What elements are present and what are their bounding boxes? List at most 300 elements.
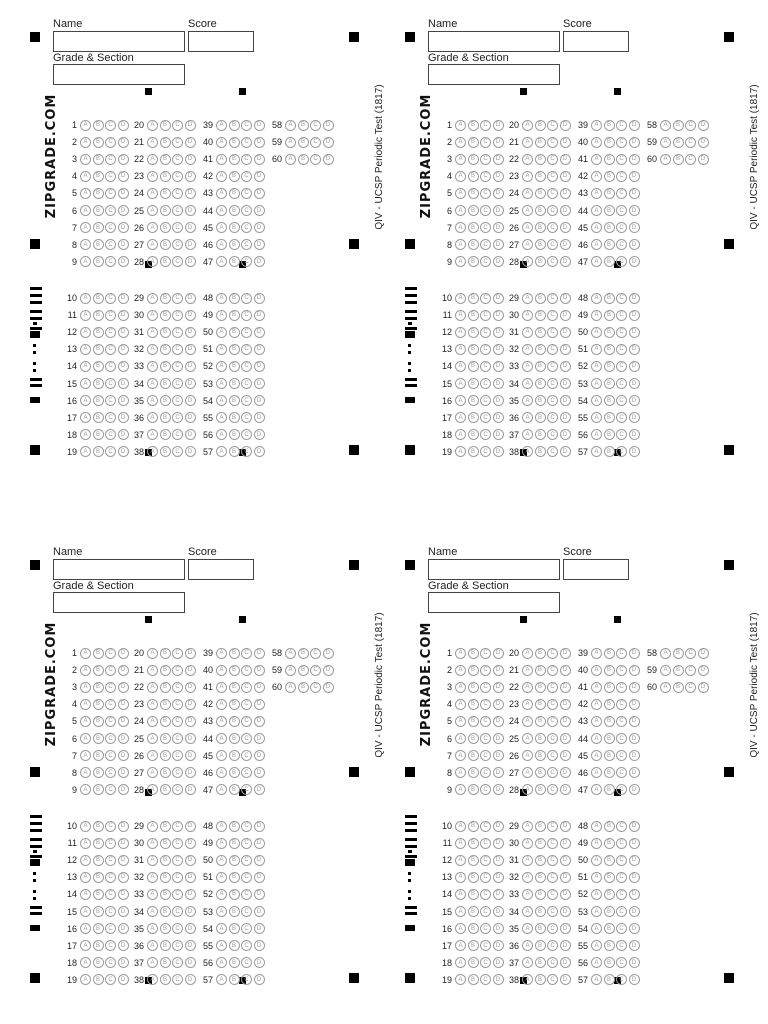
answer-bubble-b[interactable]: B <box>160 923 171 934</box>
answer-bubble-c[interactable]: C <box>172 429 183 440</box>
answer-bubble-b[interactable]: B <box>298 154 309 165</box>
answer-bubble-a[interactable]: A <box>80 429 91 440</box>
answer-bubble-b[interactable]: B <box>93 429 104 440</box>
answer-bubble-a[interactable]: A <box>591 957 602 968</box>
answer-bubble-c[interactable]: C <box>172 821 183 832</box>
answer-bubble-a[interactable]: A <box>591 327 602 338</box>
answer-bubble-d[interactable]: D <box>254 446 265 457</box>
grade-section-field[interactable] <box>428 592 560 613</box>
answer-bubble-d[interactable]: D <box>629 395 640 406</box>
answer-bubble-c[interactable]: C <box>241 293 252 304</box>
answer-bubble-b[interactable]: B <box>604 395 615 406</box>
answer-bubble-d[interactable]: D <box>493 665 504 676</box>
answer-bubble-a[interactable]: A <box>216 821 227 832</box>
answer-bubble-b[interactable]: B <box>468 699 479 710</box>
answer-bubble-c[interactable]: C <box>547 889 558 900</box>
answer-bubble-c[interactable]: C <box>480 239 491 250</box>
answer-bubble-c[interactable]: C <box>616 378 627 389</box>
answer-bubble-c[interactable]: C <box>480 940 491 951</box>
answer-bubble-b[interactable]: B <box>229 957 240 968</box>
answer-bubble-b[interactable]: B <box>535 327 546 338</box>
answer-bubble-a[interactable]: A <box>455 222 466 233</box>
answer-bubble-d[interactable]: D <box>560 361 571 372</box>
answer-bubble-d[interactable]: D <box>560 120 571 131</box>
answer-bubble-b[interactable]: B <box>535 137 546 148</box>
answer-bubble-a[interactable]: A <box>147 239 158 250</box>
answer-bubble-d[interactable]: D <box>254 412 265 423</box>
answer-bubble-b[interactable]: B <box>229 120 240 131</box>
answer-bubble-c[interactable]: C <box>616 239 627 250</box>
answer-bubble-c[interactable]: C <box>547 906 558 917</box>
answer-bubble-b[interactable]: B <box>535 429 546 440</box>
answer-bubble-c[interactable]: C <box>547 446 558 457</box>
answer-bubble-a[interactable]: A <box>660 137 671 148</box>
answer-bubble-a[interactable]: A <box>591 310 602 321</box>
answer-bubble-a[interactable]: A <box>80 378 91 389</box>
answer-bubble-c[interactable]: C <box>480 344 491 355</box>
answer-bubble-b[interactable]: B <box>160 429 171 440</box>
answer-bubble-d[interactable]: D <box>118 361 129 372</box>
answer-bubble-a[interactable]: A <box>591 750 602 761</box>
answer-bubble-c[interactable]: C <box>616 222 627 233</box>
answer-bubble-a[interactable]: A <box>522 154 533 165</box>
answer-bubble-b[interactable]: B <box>229 872 240 883</box>
answer-bubble-b[interactable]: B <box>535 957 546 968</box>
answer-bubble-d[interactable]: D <box>185 716 196 727</box>
answer-bubble-a[interactable]: A <box>522 361 533 372</box>
answer-bubble-c[interactable]: C <box>547 327 558 338</box>
answer-bubble-c[interactable]: C <box>105 855 116 866</box>
answer-bubble-c[interactable]: C <box>172 957 183 968</box>
answer-bubble-c[interactable]: C <box>547 154 558 165</box>
answer-bubble-a[interactable]: A <box>80 872 91 883</box>
answer-bubble-b[interactable]: B <box>468 889 479 900</box>
answer-bubble-c[interactable]: C <box>480 838 491 849</box>
answer-bubble-d[interactable]: D <box>629 154 640 165</box>
answer-bubble-d[interactable]: D <box>493 395 504 406</box>
answer-bubble-d[interactable]: D <box>629 361 640 372</box>
answer-bubble-c[interactable]: C <box>172 171 183 182</box>
answer-bubble-d[interactable]: D <box>493 648 504 659</box>
answer-bubble-d[interactable]: D <box>560 855 571 866</box>
answer-bubble-d[interactable]: D <box>254 957 265 968</box>
answer-bubble-b[interactable]: B <box>604 665 615 676</box>
answer-bubble-b[interactable]: B <box>229 154 240 165</box>
answer-bubble-a[interactable]: A <box>455 429 466 440</box>
answer-bubble-a[interactable]: A <box>455 855 466 866</box>
answer-bubble-a[interactable]: A <box>455 784 466 795</box>
answer-bubble-d[interactable]: D <box>185 889 196 900</box>
answer-bubble-d[interactable]: D <box>254 716 265 727</box>
answer-bubble-b[interactable]: B <box>93 378 104 389</box>
answer-bubble-c[interactable]: C <box>105 361 116 372</box>
answer-bubble-d[interactable]: D <box>185 293 196 304</box>
answer-bubble-c[interactable]: C <box>172 665 183 676</box>
answer-bubble-b[interactable]: B <box>468 171 479 182</box>
answer-bubble-a[interactable]: A <box>80 446 91 457</box>
name-field[interactable] <box>428 31 560 52</box>
answer-bubble-b[interactable]: B <box>160 821 171 832</box>
answer-bubble-a[interactable]: A <box>147 716 158 727</box>
answer-bubble-c[interactable]: C <box>547 821 558 832</box>
answer-bubble-c[interactable]: C <box>616 838 627 849</box>
answer-bubble-a[interactable]: A <box>522 171 533 182</box>
answer-bubble-c[interactable]: C <box>310 682 321 693</box>
answer-bubble-c[interactable]: C <box>105 750 116 761</box>
answer-bubble-b[interactable]: B <box>160 838 171 849</box>
answer-bubble-c[interactable]: C <box>105 412 116 423</box>
answer-bubble-c[interactable]: C <box>105 395 116 406</box>
answer-bubble-c[interactable]: C <box>105 648 116 659</box>
answer-bubble-c[interactable]: C <box>616 361 627 372</box>
answer-bubble-a[interactable]: A <box>455 205 466 216</box>
score-field[interactable] <box>563 31 629 52</box>
answer-bubble-d[interactable]: D <box>254 222 265 233</box>
answer-bubble-d[interactable]: D <box>118 906 129 917</box>
answer-bubble-a[interactable]: A <box>147 699 158 710</box>
answer-bubble-c[interactable]: C <box>172 940 183 951</box>
answer-bubble-d[interactable]: D <box>118 716 129 727</box>
answer-bubble-a[interactable]: A <box>147 327 158 338</box>
answer-bubble-a[interactable]: A <box>455 872 466 883</box>
answer-bubble-c[interactable]: C <box>547 716 558 727</box>
answer-bubble-c[interactable]: C <box>241 310 252 321</box>
answer-bubble-a[interactable]: A <box>147 446 158 457</box>
answer-bubble-c[interactable]: C <box>547 361 558 372</box>
answer-bubble-d[interactable]: D <box>118 171 129 182</box>
answer-bubble-a[interactable]: A <box>522 446 533 457</box>
answer-bubble-a[interactable]: A <box>80 838 91 849</box>
answer-bubble-d[interactable]: D <box>185 855 196 866</box>
answer-bubble-d[interactable]: D <box>185 310 196 321</box>
answer-bubble-a[interactable]: A <box>591 188 602 199</box>
answer-bubble-c[interactable]: C <box>616 137 627 148</box>
answer-bubble-a[interactable]: A <box>216 205 227 216</box>
answer-bubble-c[interactable]: C <box>172 154 183 165</box>
answer-bubble-a[interactable]: A <box>80 855 91 866</box>
answer-bubble-c[interactable]: C <box>480 957 491 968</box>
answer-bubble-d[interactable]: D <box>185 838 196 849</box>
answer-bubble-a[interactable]: A <box>80 395 91 406</box>
answer-bubble-d[interactable]: D <box>493 750 504 761</box>
answer-bubble-c[interactable]: C <box>547 750 558 761</box>
answer-bubble-b[interactable]: B <box>229 699 240 710</box>
answer-bubble-a[interactable]: A <box>522 256 533 267</box>
answer-bubble-d[interactable]: D <box>118 378 129 389</box>
answer-bubble-d[interactable]: D <box>254 648 265 659</box>
answer-bubble-c[interactable]: C <box>480 429 491 440</box>
answer-bubble-b[interactable]: B <box>604 446 615 457</box>
answer-bubble-a[interactable]: A <box>455 137 466 148</box>
answer-bubble-b[interactable]: B <box>468 327 479 338</box>
answer-bubble-a[interactable]: A <box>216 154 227 165</box>
answer-bubble-a[interactable]: A <box>591 889 602 900</box>
answer-bubble-b[interactable]: B <box>604 872 615 883</box>
answer-bubble-a[interactable]: A <box>147 889 158 900</box>
answer-bubble-d[interactable]: D <box>560 446 571 457</box>
answer-bubble-a[interactable]: A <box>522 293 533 304</box>
answer-bubble-b[interactable]: B <box>160 648 171 659</box>
answer-bubble-a[interactable]: A <box>80 682 91 693</box>
answer-bubble-b[interactable]: B <box>468 429 479 440</box>
answer-bubble-b[interactable]: B <box>673 154 684 165</box>
answer-bubble-b[interactable]: B <box>229 239 240 250</box>
answer-bubble-b[interactable]: B <box>229 838 240 849</box>
answer-bubble-b[interactable]: B <box>468 205 479 216</box>
answer-bubble-d[interactable]: D <box>629 665 640 676</box>
answer-bubble-a[interactable]: A <box>591 906 602 917</box>
answer-bubble-d[interactable]: D <box>629 344 640 355</box>
answer-bubble-d[interactable]: D <box>560 682 571 693</box>
answer-bubble-c[interactable]: C <box>547 974 558 985</box>
answer-bubble-a[interactable]: A <box>455 256 466 267</box>
answer-bubble-c[interactable]: C <box>241 784 252 795</box>
answer-bubble-a[interactable]: A <box>80 327 91 338</box>
name-field[interactable] <box>53 31 185 52</box>
answer-bubble-a[interactable]: A <box>147 906 158 917</box>
answer-bubble-b[interactable]: B <box>468 293 479 304</box>
answer-bubble-b[interactable]: B <box>229 855 240 866</box>
answer-bubble-b[interactable]: B <box>468 838 479 849</box>
answer-bubble-d[interactable]: D <box>629 855 640 866</box>
answer-bubble-b[interactable]: B <box>160 699 171 710</box>
answer-bubble-a[interactable]: A <box>147 222 158 233</box>
answer-bubble-d[interactable]: D <box>323 665 334 676</box>
answer-bubble-d[interactable]: D <box>254 378 265 389</box>
answer-bubble-d[interactable]: D <box>118 205 129 216</box>
answer-bubble-c[interactable]: C <box>105 940 116 951</box>
answer-bubble-a[interactable]: A <box>522 838 533 849</box>
answer-bubble-c[interactable]: C <box>241 974 252 985</box>
answer-bubble-b[interactable]: B <box>229 395 240 406</box>
answer-bubble-c[interactable]: C <box>105 188 116 199</box>
answer-bubble-d[interactable]: D <box>254 767 265 778</box>
answer-bubble-c[interactable]: C <box>547 378 558 389</box>
answer-bubble-c[interactable]: C <box>480 137 491 148</box>
answer-bubble-b[interactable]: B <box>93 648 104 659</box>
answer-bubble-b[interactable]: B <box>468 923 479 934</box>
answer-bubble-b[interactable]: B <box>160 855 171 866</box>
answer-bubble-b[interactable]: B <box>604 648 615 659</box>
answer-bubble-a[interactable]: A <box>522 855 533 866</box>
answer-bubble-a[interactable]: A <box>522 974 533 985</box>
answer-bubble-b[interactable]: B <box>535 344 546 355</box>
answer-bubble-b[interactable]: B <box>535 310 546 321</box>
answer-bubble-d[interactable]: D <box>629 222 640 233</box>
answer-bubble-d[interactable]: D <box>118 855 129 866</box>
answer-bubble-d[interactable]: D <box>118 784 129 795</box>
answer-bubble-c[interactable]: C <box>480 784 491 795</box>
answer-bubble-a[interactable]: A <box>591 429 602 440</box>
answer-bubble-c[interactable]: C <box>616 940 627 951</box>
answer-bubble-c[interactable]: C <box>172 974 183 985</box>
answer-bubble-a[interactable]: A <box>216 767 227 778</box>
answer-bubble-d[interactable]: D <box>493 838 504 849</box>
answer-bubble-c[interactable]: C <box>616 446 627 457</box>
answer-bubble-a[interactable]: A <box>591 699 602 710</box>
answer-bubble-b[interactable]: B <box>468 395 479 406</box>
answer-bubble-a[interactable]: A <box>522 682 533 693</box>
answer-bubble-d[interactable]: D <box>629 784 640 795</box>
answer-bubble-a[interactable]: A <box>455 412 466 423</box>
answer-bubble-b[interactable]: B <box>468 682 479 693</box>
answer-bubble-c[interactable]: C <box>241 344 252 355</box>
answer-bubble-b[interactable]: B <box>93 940 104 951</box>
answer-bubble-d[interactable]: D <box>560 733 571 744</box>
answer-bubble-c[interactable]: C <box>480 750 491 761</box>
answer-bubble-d[interactable]: D <box>493 171 504 182</box>
answer-bubble-a[interactable]: A <box>147 256 158 267</box>
answer-bubble-b[interactable]: B <box>160 889 171 900</box>
answer-bubble-c[interactable]: C <box>616 395 627 406</box>
answer-bubble-c[interactable]: C <box>241 171 252 182</box>
answer-bubble-b[interactable]: B <box>604 855 615 866</box>
answer-bubble-b[interactable]: B <box>93 665 104 676</box>
answer-bubble-c[interactable]: C <box>685 648 696 659</box>
answer-bubble-d[interactable]: D <box>118 256 129 267</box>
answer-bubble-b[interactable]: B <box>160 137 171 148</box>
answer-bubble-a[interactable]: A <box>147 923 158 934</box>
answer-bubble-d[interactable]: D <box>629 889 640 900</box>
answer-bubble-b[interactable]: B <box>535 378 546 389</box>
answer-bubble-b[interactable]: B <box>535 889 546 900</box>
answer-bubble-c[interactable]: C <box>616 682 627 693</box>
answer-bubble-c[interactable]: C <box>480 310 491 321</box>
answer-bubble-d[interactable]: D <box>185 137 196 148</box>
answer-bubble-b[interactable]: B <box>160 733 171 744</box>
answer-bubble-d[interactable]: D <box>185 923 196 934</box>
answer-bubble-a[interactable]: A <box>455 446 466 457</box>
answer-bubble-c[interactable]: C <box>310 665 321 676</box>
answer-bubble-a[interactable]: A <box>147 974 158 985</box>
answer-bubble-a[interactable]: A <box>147 395 158 406</box>
answer-bubble-b[interactable]: B <box>535 733 546 744</box>
answer-bubble-a[interactable]: A <box>455 957 466 968</box>
answer-bubble-b[interactable]: B <box>604 137 615 148</box>
answer-bubble-a[interactable]: A <box>216 974 227 985</box>
answer-bubble-a[interactable]: A <box>591 205 602 216</box>
answer-bubble-b[interactable]: B <box>93 889 104 900</box>
answer-bubble-a[interactable]: A <box>216 665 227 676</box>
answer-bubble-a[interactable]: A <box>80 412 91 423</box>
answer-bubble-c[interactable]: C <box>105 327 116 338</box>
answer-bubble-a[interactable]: A <box>591 733 602 744</box>
answer-bubble-a[interactable]: A <box>522 648 533 659</box>
answer-bubble-b[interactable]: B <box>468 872 479 883</box>
answer-bubble-d[interactable]: D <box>493 923 504 934</box>
answer-bubble-a[interactable]: A <box>216 733 227 744</box>
answer-bubble-d[interactable]: D <box>185 648 196 659</box>
answer-bubble-b[interactable]: B <box>160 974 171 985</box>
answer-bubble-c[interactable]: C <box>105 446 116 457</box>
answer-bubble-a[interactable]: A <box>591 378 602 389</box>
answer-bubble-d[interactable]: D <box>185 767 196 778</box>
answer-bubble-d[interactable]: D <box>185 665 196 676</box>
answer-bubble-a[interactable]: A <box>522 767 533 778</box>
answer-bubble-c[interactable]: C <box>172 872 183 883</box>
answer-bubble-a[interactable]: A <box>216 378 227 389</box>
answer-bubble-b[interactable]: B <box>468 821 479 832</box>
answer-bubble-b[interactable]: B <box>229 256 240 267</box>
answer-bubble-c[interactable]: C <box>480 767 491 778</box>
answer-bubble-d[interactable]: D <box>493 310 504 321</box>
answer-bubble-a[interactable]: A <box>147 344 158 355</box>
answer-bubble-c[interactable]: C <box>241 222 252 233</box>
answer-bubble-c[interactable]: C <box>105 906 116 917</box>
answer-bubble-c[interactable]: C <box>241 446 252 457</box>
answer-bubble-d[interactable]: D <box>185 378 196 389</box>
answer-bubble-b[interactable]: B <box>229 940 240 951</box>
answer-bubble-a[interactable]: A <box>80 222 91 233</box>
answer-bubble-a[interactable]: A <box>80 188 91 199</box>
answer-bubble-b[interactable]: B <box>93 821 104 832</box>
answer-bubble-d[interactable]: D <box>629 137 640 148</box>
answer-bubble-b[interactable]: B <box>93 344 104 355</box>
answer-bubble-a[interactable]: A <box>147 821 158 832</box>
answer-bubble-d[interactable]: D <box>560 137 571 148</box>
answer-bubble-d[interactable]: D <box>629 120 640 131</box>
answer-bubble-b[interactable]: B <box>535 923 546 934</box>
answer-bubble-c[interactable]: C <box>172 682 183 693</box>
answer-bubble-c[interactable]: C <box>105 171 116 182</box>
answer-bubble-a[interactable]: A <box>285 120 296 131</box>
answer-bubble-b[interactable]: B <box>229 137 240 148</box>
answer-bubble-a[interactable]: A <box>522 395 533 406</box>
answer-bubble-b[interactable]: B <box>535 872 546 883</box>
answer-bubble-c[interactable]: C <box>105 699 116 710</box>
answer-bubble-a[interactable]: A <box>80 256 91 267</box>
answer-bubble-a[interactable]: A <box>216 395 227 406</box>
answer-bubble-d[interactable]: D <box>629 310 640 321</box>
answer-bubble-b[interactable]: B <box>604 716 615 727</box>
answer-bubble-a[interactable]: A <box>216 923 227 934</box>
answer-bubble-b[interactable]: B <box>604 767 615 778</box>
answer-bubble-b[interactable]: B <box>160 940 171 951</box>
answer-bubble-d[interactable]: D <box>254 974 265 985</box>
answer-bubble-c[interactable]: C <box>310 154 321 165</box>
answer-bubble-b[interactable]: B <box>535 767 546 778</box>
answer-bubble-b[interactable]: B <box>604 940 615 951</box>
answer-bubble-d[interactable]: D <box>629 940 640 951</box>
answer-bubble-c[interactable]: C <box>105 293 116 304</box>
answer-bubble-c[interactable]: C <box>172 239 183 250</box>
answer-bubble-b[interactable]: B <box>604 378 615 389</box>
answer-bubble-d[interactable]: D <box>185 974 196 985</box>
answer-bubble-b[interactable]: B <box>604 838 615 849</box>
answer-bubble-c[interactable]: C <box>241 648 252 659</box>
answer-bubble-a[interactable]: A <box>147 188 158 199</box>
answer-bubble-a[interactable]: A <box>147 750 158 761</box>
answer-bubble-c[interactable]: C <box>480 361 491 372</box>
answer-bubble-b[interactable]: B <box>229 821 240 832</box>
answer-bubble-c[interactable]: C <box>616 906 627 917</box>
answer-bubble-d[interactable]: D <box>118 412 129 423</box>
answer-bubble-a[interactable]: A <box>80 974 91 985</box>
answer-bubble-a[interactable]: A <box>455 923 466 934</box>
answer-bubble-a[interactable]: A <box>285 682 296 693</box>
answer-bubble-d[interactable]: D <box>629 327 640 338</box>
answer-bubble-b[interactable]: B <box>468 310 479 321</box>
answer-bubble-a[interactable]: A <box>522 784 533 795</box>
answer-bubble-a[interactable]: A <box>216 120 227 131</box>
answer-bubble-a[interactable]: A <box>216 188 227 199</box>
answer-bubble-d[interactable]: D <box>323 154 334 165</box>
answer-bubble-c[interactable]: C <box>480 872 491 883</box>
answer-bubble-d[interactable]: D <box>493 378 504 389</box>
answer-bubble-d[interactable]: D <box>629 872 640 883</box>
answer-bubble-c[interactable]: C <box>241 205 252 216</box>
answer-bubble-b[interactable]: B <box>535 395 546 406</box>
